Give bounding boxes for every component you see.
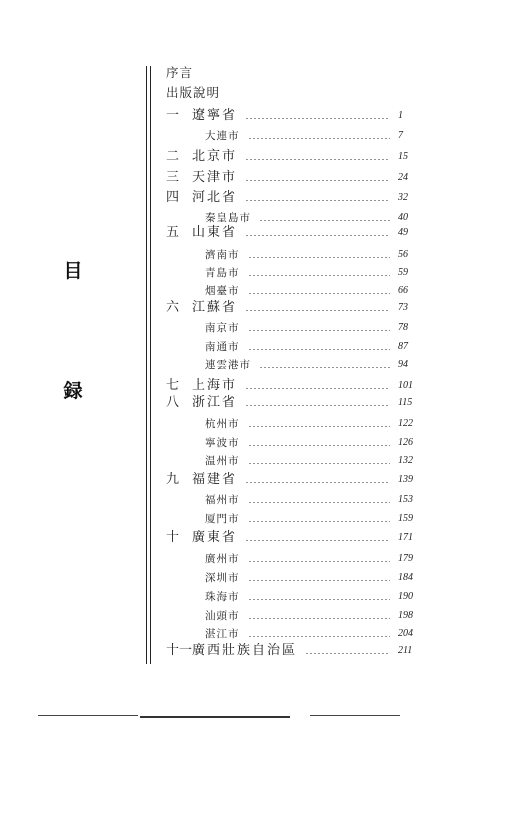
toc-entry-city[interactable] bbox=[0, 127, 505, 145]
toc-leader-dots bbox=[248, 463, 390, 464]
toc-entry-name: 福州市 bbox=[205, 494, 240, 506]
toc-title-top-char: 目 bbox=[63, 260, 83, 282]
toc-entry-name: 江蘇省 bbox=[192, 300, 238, 315]
toc-entry-city[interactable] bbox=[0, 625, 505, 643]
toc-entry-page-number: 211 bbox=[398, 645, 413, 656]
toc-entry-page-number: 15 bbox=[398, 151, 408, 162]
toc-leader-dots bbox=[245, 159, 390, 160]
toc-leader-dots bbox=[248, 445, 390, 446]
toc-entry-city[interactable] bbox=[0, 282, 505, 300]
toc-entry-city[interactable] bbox=[0, 510, 505, 528]
toc-leader-dots bbox=[248, 138, 390, 139]
toc-entry-city[interactable] bbox=[0, 607, 505, 625]
toc-entry-page-number: 198 bbox=[398, 610, 413, 621]
toc-leader-dots bbox=[248, 502, 390, 503]
toc-entry-city[interactable] bbox=[0, 319, 505, 337]
toc-entry-page-number: 171 bbox=[398, 532, 413, 543]
toc-entry-page-number: 7 bbox=[398, 130, 403, 141]
toc-leader-dots bbox=[259, 367, 390, 368]
toc-entry-name: 廣西壯族自治區 bbox=[192, 643, 298, 658]
toc-entry-province[interactable] bbox=[0, 299, 505, 317]
toc-entry-name: 山東省 bbox=[192, 225, 238, 240]
toc-leader-dots bbox=[248, 521, 390, 522]
toc-entry-page-number: 73 bbox=[398, 302, 408, 313]
toc-leader-dots bbox=[305, 653, 390, 654]
toc-leader-dots bbox=[245, 405, 390, 406]
toc-entry-page-number: 190 bbox=[398, 591, 413, 602]
toc-entry-page-number: 59 bbox=[398, 267, 408, 278]
toc-entry-number: 九 bbox=[166, 472, 180, 487]
toc-entry-page-number: 94 bbox=[398, 359, 408, 370]
toc-entry-city[interactable] bbox=[0, 415, 505, 433]
toc-preface[interactable] bbox=[0, 64, 505, 82]
toc-entry-name: 珠海市 bbox=[205, 591, 240, 603]
toc-leader-dots bbox=[248, 599, 390, 600]
toc-leader-dots bbox=[245, 482, 390, 483]
toc-entry-name: 深圳市 bbox=[205, 572, 240, 584]
toc-entry-name: 秦皇島市 bbox=[205, 212, 251, 224]
toc-entry-page-number: 1 bbox=[398, 110, 403, 121]
toc-entry-name: 遼寧省 bbox=[192, 108, 238, 123]
toc-entry-page-number: 184 bbox=[398, 572, 413, 583]
toc-entry-page-number: 115 bbox=[398, 397, 413, 408]
scan-artifact-line bbox=[310, 715, 400, 716]
toc-entry-province[interactable] bbox=[0, 148, 505, 166]
toc-entry-province[interactable] bbox=[0, 189, 505, 207]
toc-entry-name: 上海市 bbox=[192, 378, 238, 393]
toc-leader-dots bbox=[245, 388, 390, 389]
toc-entry-page-number: 40 bbox=[398, 212, 408, 223]
toc-leader-dots bbox=[248, 561, 390, 562]
toc-entry-name: 杭州市 bbox=[205, 418, 240, 430]
toc-entry-name: 汕頭市 bbox=[205, 610, 240, 622]
toc-entry-city[interactable] bbox=[0, 338, 505, 356]
toc-leader-dots bbox=[245, 235, 390, 236]
toc-entry-name: 河北省 bbox=[192, 190, 238, 205]
toc-entry-page-number: 66 bbox=[398, 285, 408, 296]
toc-entry-name: 南京市 bbox=[205, 322, 240, 334]
toc-entry-province[interactable] bbox=[0, 377, 505, 395]
scan-artifact-line bbox=[140, 716, 290, 718]
toc-entry-page-number: 24 bbox=[398, 172, 408, 183]
toc-entry-page-number: 101 bbox=[398, 380, 413, 391]
toc-leader-dots bbox=[245, 310, 390, 311]
toc-entry-number: 二 bbox=[166, 149, 180, 164]
toc-entry-name: 温州市 bbox=[205, 455, 240, 467]
toc-entry-page-number: 78 bbox=[398, 322, 408, 333]
toc-entry-page-number: 159 bbox=[398, 513, 413, 524]
toc-leader-dots bbox=[245, 180, 390, 181]
toc-entry-province[interactable] bbox=[0, 471, 505, 489]
toc-entry-name: 北京市 bbox=[192, 149, 238, 164]
toc-entry-city[interactable] bbox=[0, 550, 505, 568]
toc-entry-name: 浙江省 bbox=[192, 395, 238, 410]
toc-entry-city[interactable] bbox=[0, 246, 505, 264]
toc-entry-page-number: 49 bbox=[398, 227, 408, 238]
toc-title-bottom-char: 録 bbox=[63, 380, 83, 402]
toc-entry-province[interactable] bbox=[0, 642, 505, 660]
toc-leader-dots bbox=[248, 330, 390, 331]
toc-preface-label: 序言 bbox=[166, 65, 194, 80]
toc-entry-city[interactable] bbox=[0, 569, 505, 587]
toc-leader-dots bbox=[248, 293, 390, 294]
toc-entry-page-number: 32 bbox=[398, 192, 408, 203]
toc-leader-dots bbox=[248, 426, 390, 427]
toc-entry-page-number: 139 bbox=[398, 474, 413, 485]
toc-entry-number: 八 bbox=[166, 395, 180, 410]
toc-entry-name: 濟南市 bbox=[205, 249, 240, 261]
toc-entry-page-number: 122 bbox=[398, 418, 413, 429]
toc-leader-dots bbox=[245, 540, 390, 541]
toc-publication-notes[interactable] bbox=[0, 84, 505, 102]
toc-entry-name: 廣東省 bbox=[192, 530, 238, 545]
toc-leader-dots bbox=[259, 220, 390, 221]
toc-entry-city[interactable] bbox=[0, 264, 505, 282]
toc-entry-page-number: 132 bbox=[398, 455, 413, 466]
toc-leader-dots bbox=[248, 275, 390, 276]
toc-entry-name: 福建省 bbox=[192, 472, 238, 487]
toc-leader-dots bbox=[245, 200, 390, 201]
toc-leader-dots bbox=[248, 580, 390, 581]
toc-entry-number: 七 bbox=[166, 378, 180, 393]
toc-entry-number: 十一 bbox=[166, 643, 193, 658]
toc-leader-dots bbox=[245, 118, 390, 119]
toc-leader-dots bbox=[248, 349, 390, 350]
toc-entry-province[interactable] bbox=[0, 224, 505, 242]
toc-entry-page-number: 87 bbox=[398, 341, 408, 352]
toc-entry-page-number: 153 bbox=[398, 494, 413, 505]
toc-entry-city[interactable] bbox=[0, 356, 505, 374]
scan-artifact-line bbox=[38, 715, 138, 716]
toc-entry-number: 十 bbox=[166, 530, 180, 545]
toc-entry-page-number: 204 bbox=[398, 628, 413, 639]
toc-entry-name: 南通市 bbox=[205, 341, 240, 353]
toc-entry-name: 厦門市 bbox=[205, 513, 240, 525]
toc-entry-name: 廣州市 bbox=[205, 553, 240, 565]
toc-entry-province[interactable] bbox=[0, 107, 505, 125]
toc-leader-dots bbox=[248, 618, 390, 619]
toc-entry-name: 連雲港市 bbox=[205, 359, 251, 371]
toc-entry-page-number: 126 bbox=[398, 437, 413, 448]
toc-publication-notes-label: 出版說明 bbox=[166, 85, 221, 100]
toc-entry-city[interactable] bbox=[0, 491, 505, 509]
toc-entry-number: 三 bbox=[166, 170, 180, 185]
toc-entry-name: 烟臺市 bbox=[205, 285, 240, 297]
toc-leader-dots bbox=[248, 257, 390, 258]
toc-entry-name: 青島市 bbox=[205, 267, 240, 279]
toc-entry-number: 一 bbox=[166, 108, 180, 123]
toc-entry-province[interactable] bbox=[0, 169, 505, 187]
toc-entry-name: 天津市 bbox=[192, 170, 238, 185]
toc-entry-number: 五 bbox=[166, 225, 180, 240]
toc-entry-name: 湛江市 bbox=[205, 628, 240, 640]
toc-leader-dots bbox=[248, 636, 390, 637]
toc-entry-city[interactable] bbox=[0, 588, 505, 606]
toc-entry-name: 大連市 bbox=[205, 130, 240, 142]
toc-entry-number: 六 bbox=[166, 300, 180, 315]
toc-entry-city[interactable] bbox=[0, 452, 505, 470]
toc-entry-name: 寧波市 bbox=[205, 437, 240, 449]
toc-entry-province[interactable] bbox=[0, 394, 505, 412]
toc-entry-page-number: 56 bbox=[398, 249, 408, 260]
toc-entry-city[interactable] bbox=[0, 434, 505, 452]
toc-entry-province[interactable] bbox=[0, 529, 505, 547]
toc-entry-page-number: 179 bbox=[398, 553, 413, 564]
toc-entry-number: 四 bbox=[166, 190, 180, 205]
